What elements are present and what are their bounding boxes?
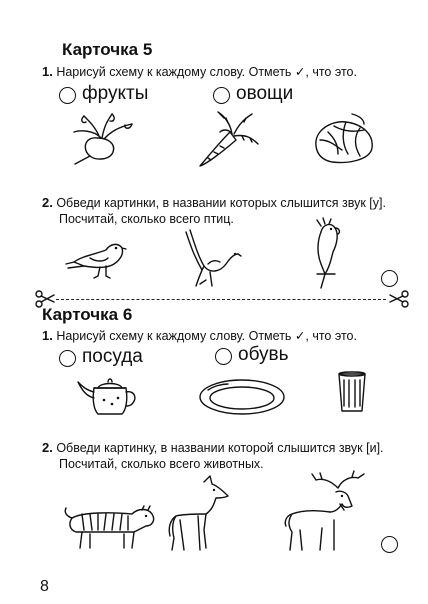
word-shoes: обувь: [238, 344, 289, 365]
task-text: Нарисуй схему к каждому слову. Отметь ✓, что это.: [56, 65, 357, 79]
cut-line: [56, 299, 386, 300]
sparrow-icon: [66, 236, 126, 280]
parrot-icon: [305, 218, 345, 290]
plate-icon: [198, 378, 286, 416]
count-circle-card-5[interactable]: [381, 270, 398, 287]
task-text: Посчитай, сколько всего птиц.: [59, 212, 234, 226]
elk-icon: [282, 470, 378, 554]
glass-icon: [336, 370, 368, 414]
card-5-title: Карточка 5: [62, 40, 153, 59]
card-6-task-1: [42, 328, 357, 344]
scissors-icon: [388, 290, 410, 308]
task-text: Обведи картинку, в названии которой слышится звук [и].: [56, 441, 384, 455]
carrot-icon: [190, 108, 260, 170]
radish-icon: [70, 112, 140, 167]
answer-circle-fruits[interactable]: [59, 87, 76, 104]
word-fruits: фрукты: [82, 83, 149, 104]
word-dishes: посуда: [82, 346, 143, 367]
task-number: 1.: [42, 328, 53, 343]
answer-circle-vegetables[interactable]: [213, 87, 230, 104]
cabbage-icon: [308, 110, 380, 168]
task-number: 2.: [42, 195, 53, 210]
task-text: Посчитай, сколько всего животных.: [59, 457, 264, 471]
count-circle-card-6[interactable]: [381, 536, 398, 553]
task-number: 2.: [42, 440, 53, 455]
answer-circle-shoes[interactable]: [215, 348, 232, 365]
task-text: Обведи картинки, в названии которых слышится звук [у].: [56, 196, 386, 210]
page-number: 8: [40, 578, 49, 595]
card-5-task-1: [42, 64, 357, 80]
pheasant-icon: [180, 226, 242, 290]
tiger-icon: [62, 500, 158, 552]
task-text: Нарисуй схему к каждому слову. Отметь ✓, что это.: [56, 329, 357, 343]
word-vegetables: овощи: [236, 83, 294, 104]
answer-circle-dishes[interactable]: [59, 350, 76, 367]
task-number: 1.: [42, 64, 53, 79]
card-6-task-2: [42, 440, 384, 472]
wolf-icon: [166, 474, 232, 554]
teapot-icon: [76, 372, 142, 418]
card-6-title: Карточка 6: [42, 305, 133, 324]
